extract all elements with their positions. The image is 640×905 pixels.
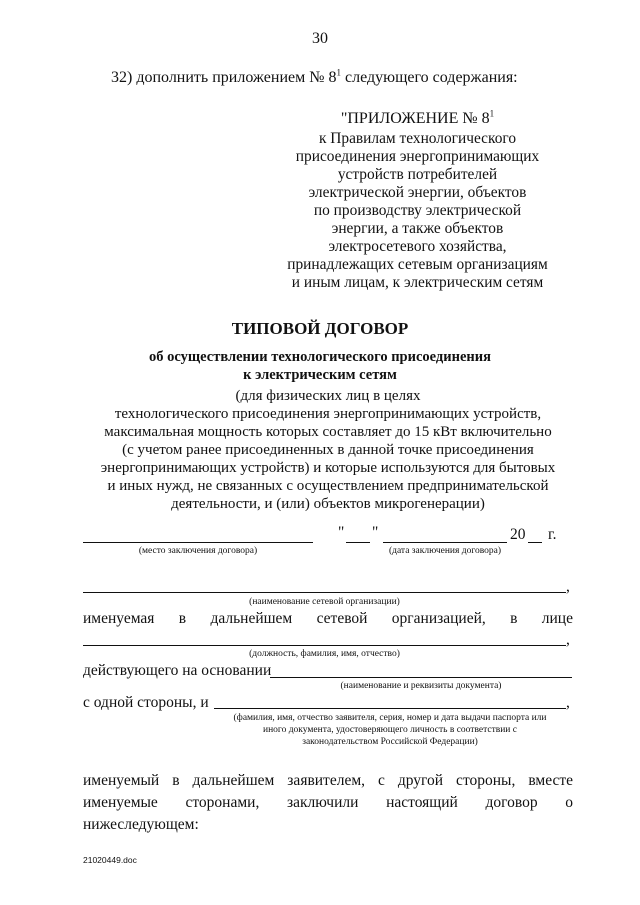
contract-heading: ТИПОВОЙ ДОГОВОР — [231, 319, 409, 338]
one-side-label: с одной стороны, и — [83, 694, 209, 711]
applicant-caption-line: законодательством Российской Федерации) — [302, 737, 478, 747]
scope-block — [88, 387, 568, 513]
appendix-line: принадлежащих сетевым организациям — [287, 256, 548, 273]
quote-close: " — [372, 524, 379, 541]
place-caption: (место заключения договора) — [138, 546, 258, 556]
place-field[interactable] — [83, 542, 313, 543]
footer-code: 21020449.doc — [83, 855, 137, 865]
named-word: в — [510, 610, 518, 627]
subheading-line: об осуществлении технологического присоединения — [149, 349, 491, 365]
named-as-row — [83, 610, 573, 628]
date-caption: (дата заключения договора) — [388, 546, 502, 556]
named-word: лице — [541, 610, 573, 627]
appendix-block — [280, 110, 555, 292]
closing-paragraph: именуемый в дальнейшем заявителем, с другой стороны, вместе именуемые сторонами, заключили настоящий договор о нижеследующем: — [83, 772, 573, 833]
comma-3: , — [566, 694, 570, 711]
appendix-line: устройств потребителей — [337, 166, 498, 183]
applicant-caption-line: иного документа, удостоверяющего личность в соответствии с — [263, 725, 517, 735]
year-prefix: 20 — [510, 526, 526, 543]
appendix-line: присоединения энергопринимающих — [295, 148, 540, 165]
appendix-title-sup: 1 — [489, 108, 495, 119]
subheading-line: к электрическим сетям — [243, 367, 397, 383]
named-word: дальнейшем — [210, 610, 293, 627]
month-field[interactable] — [383, 542, 507, 543]
amendment-sup: 1 — [336, 67, 341, 78]
scope-line: энергопринимающих устройств) и которые используются для бытовых — [100, 460, 556, 476]
position-caption: (должность, фамилия, имя, отчество) — [249, 649, 400, 659]
comma-2: , — [566, 631, 570, 648]
page-number: 30 — [312, 30, 328, 47]
applicant-caption — [200, 712, 580, 748]
acting-label: действующего на основании — [83, 662, 272, 679]
appendix-title — [280, 110, 555, 128]
appendix-title-text: "ПРИЛОЖЕНИЕ № 8 — [340, 110, 490, 127]
named-word: в — [178, 610, 187, 627]
amendment-text: 32) дополнить приложением № 8 — [111, 69, 337, 86]
basis-document-field[interactable] — [270, 677, 572, 678]
comma-1: , — [566, 578, 570, 595]
amendment-line — [111, 69, 518, 87]
scope-line: максимальная мощность которых составляет до 15 кВт включительно — [104, 424, 552, 440]
named-word: сетевой — [316, 610, 368, 627]
scope-line: технологического присоединения энергопринимающих устройств, — [114, 406, 542, 422]
network-org-field[interactable] — [83, 592, 566, 593]
named-word: именуемая — [83, 610, 155, 627]
scope-line: и иных нужд, не связанных с осуществлением предпринимательской — [107, 478, 549, 494]
day-field[interactable] — [346, 542, 370, 543]
amendment-suffix: следующего содержания: — [341, 69, 518, 86]
appendix-line: энергии, а также объектов — [331, 220, 504, 237]
appendix-line: и иным лицам, к электрическим сетям — [291, 274, 544, 291]
appendix-line: к Правилам технологического — [318, 130, 517, 147]
appendix-line: по производству электрической — [313, 202, 522, 219]
scope-line: (с учетом ранее присоединенных в данной точке присоединения — [122, 442, 534, 458]
scope-line: деятельности, и (или) объектов микрогенерации) — [171, 496, 485, 512]
appendix-line: электрической энергии, объектов — [308, 184, 527, 201]
quote-open: " — [338, 524, 345, 541]
org-caption: (наименование сетевой организации) — [249, 597, 400, 607]
document-caption: (наименование и реквизиты документа) — [340, 681, 502, 691]
applicant-field[interactable] — [214, 708, 566, 709]
year-field[interactable] — [528, 542, 542, 543]
scope-line: (для физических лиц в целях — [235, 388, 421, 404]
contract-subheading — [0, 348, 640, 384]
applicant-caption-line: (фамилия, имя, отчество заявителя, серия, номер и дата выдачи паспорта или — [233, 713, 547, 723]
position-field[interactable] — [83, 645, 566, 646]
named-word: организацией, — [391, 610, 486, 627]
appendix-line: электросетевого хозяйства, — [328, 238, 507, 255]
year-suffix: г. — [548, 526, 557, 543]
